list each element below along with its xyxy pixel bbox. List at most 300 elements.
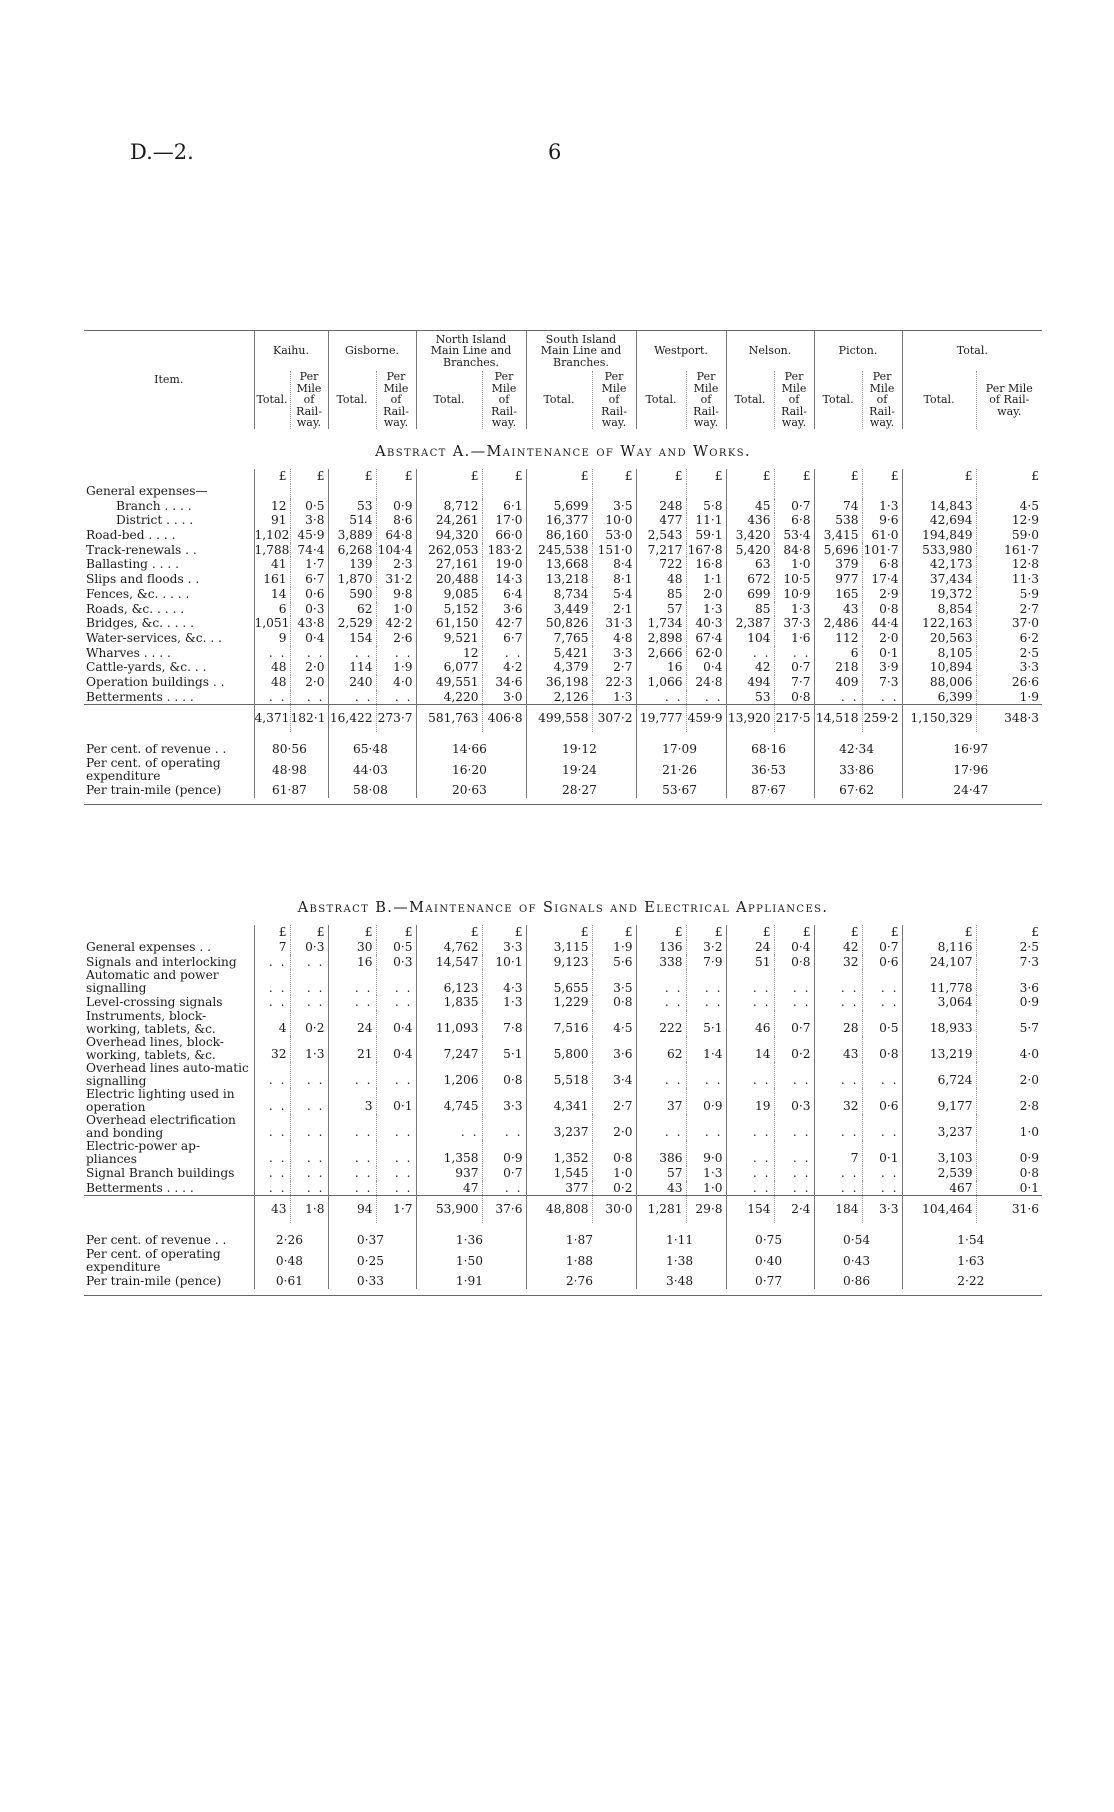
- row-value: . .: [814, 995, 862, 1010]
- row-value: 0·3: [376, 955, 416, 970]
- row-value: 3·3: [482, 940, 526, 955]
- stat-value: 2·26: [254, 1223, 328, 1248]
- currency-symbol: £: [416, 925, 482, 940]
- table-row: [84, 1181, 1042, 1196]
- row-value: 3·6: [592, 1036, 636, 1062]
- row-value: 0·5: [290, 499, 328, 514]
- row-value: 12·9: [976, 513, 1042, 528]
- row-value: 24: [726, 940, 774, 955]
- stat-value: 1·11: [636, 1223, 726, 1248]
- table-row: [84, 543, 1042, 558]
- row-label: Overhead electrification and bonding: [86, 1114, 236, 1141]
- row-value: . .: [774, 1062, 814, 1088]
- stat-value: 3·48: [636, 1274, 726, 1289]
- currency-symbol: £: [526, 925, 592, 940]
- row-value: 5,420: [726, 543, 774, 558]
- row-value: 7,765: [526, 631, 592, 646]
- stat-row: [84, 783, 1042, 798]
- row-value: 19·0: [482, 557, 526, 572]
- stat-value: 1·38: [636, 1248, 726, 1274]
- row-value: 8,116: [902, 940, 976, 955]
- stat-value: 1·54: [902, 1223, 1042, 1248]
- total-label-spacer: [84, 705, 254, 732]
- row-value: 1·3: [862, 499, 902, 514]
- row-value: 1·0: [774, 557, 814, 572]
- stat-row: [84, 1223, 1042, 1248]
- row-value: 10·1: [482, 955, 526, 970]
- row-value: 0·4: [290, 631, 328, 646]
- row-value: 2,539: [902, 1166, 976, 1181]
- total-value: 19,777: [636, 705, 686, 732]
- row-value: 45: [726, 499, 774, 514]
- row-value: 14,547: [416, 955, 482, 970]
- row-value: [290, 484, 328, 499]
- row-value: 4: [254, 1010, 290, 1036]
- row-label: Electric lighting used in operation: [86, 1088, 235, 1115]
- row-value: . .: [328, 646, 376, 661]
- row-value: 5,152: [416, 602, 482, 617]
- row-value: 37·0: [976, 616, 1042, 631]
- row-value: 3,103: [902, 1140, 976, 1166]
- row-value: 10,894: [902, 660, 976, 675]
- row-value: 37,434: [902, 572, 976, 587]
- row-value: 63: [726, 557, 774, 572]
- currency-symbol: £: [976, 469, 1042, 484]
- table-row: [84, 646, 1042, 661]
- row-value: . .: [290, 1140, 328, 1166]
- row-value: 0·6: [290, 587, 328, 602]
- row-value: 1,102: [254, 528, 290, 543]
- currency-symbol: £: [726, 925, 774, 940]
- table-row: [84, 995, 1042, 1010]
- row-value: 2·7: [592, 1088, 636, 1114]
- total-value: 184: [814, 1196, 862, 1223]
- row-value: 2,529: [328, 616, 376, 631]
- row-value: . .: [686, 690, 726, 705]
- stat-value: 0·25: [328, 1248, 416, 1274]
- stat-value: 1·87: [526, 1223, 636, 1248]
- row-value: 62: [328, 602, 376, 617]
- row-value: 1,358: [416, 1140, 482, 1166]
- row-value: 5·7: [976, 1010, 1042, 1036]
- row-value: [686, 484, 726, 499]
- row-value: 104: [726, 631, 774, 646]
- stat-value: 2·22: [902, 1274, 1042, 1289]
- row-label: Signals and interlocking: [86, 954, 237, 969]
- row-value: 31·3: [592, 616, 636, 631]
- stat-value: 48·98: [254, 757, 328, 783]
- stat-value: 19·12: [526, 732, 636, 757]
- row-value: . .: [376, 690, 416, 705]
- row-value: 2·3: [376, 557, 416, 572]
- currency-symbol: £: [774, 925, 814, 940]
- table-row: [84, 660, 1042, 675]
- row-value: 0·9: [976, 995, 1042, 1010]
- table-row: [84, 587, 1042, 602]
- row-value: 3·6: [482, 602, 526, 617]
- sub-header-per-mile: Per Mile of Rail-way.: [862, 371, 902, 429]
- row-value: . .: [290, 1181, 328, 1196]
- row-value: . .: [862, 1181, 902, 1196]
- currency-symbol: £: [862, 925, 902, 940]
- row-value: 6·8: [862, 557, 902, 572]
- row-value: 5,699: [526, 499, 592, 514]
- row-value: 0·8: [592, 1140, 636, 1166]
- row-label: Fences, &c. . . . .: [86, 586, 190, 601]
- stat-value: 0·37: [328, 1223, 416, 1248]
- row-value: 2·0: [862, 631, 902, 646]
- row-value: 248: [636, 499, 686, 514]
- row-value: 1,835: [416, 995, 482, 1010]
- row-value: 24: [328, 1010, 376, 1036]
- row-value: 88,006: [902, 675, 976, 690]
- table-row: [84, 675, 1042, 690]
- row-value: 20,488: [416, 572, 482, 587]
- table-row: [84, 940, 1042, 955]
- row-value: . .: [636, 1114, 686, 1140]
- total-value: 1,281: [636, 1196, 686, 1223]
- row-value: 2·7: [592, 660, 636, 675]
- row-value: 0·3: [774, 1088, 814, 1114]
- total-value: 182·1: [290, 705, 328, 732]
- stat-label: Per cent. of operating expenditure: [86, 1247, 221, 1274]
- table-row: [84, 602, 1042, 617]
- row-value: 16: [636, 660, 686, 675]
- table-row: [84, 1010, 1042, 1036]
- row-value: 14: [254, 587, 290, 602]
- row-value: 136: [636, 940, 686, 955]
- row-value: 34·6: [482, 675, 526, 690]
- row-value: 16,377: [526, 513, 592, 528]
- row-value: 2·0: [290, 660, 328, 675]
- row-value: 4,379: [526, 660, 592, 675]
- table-row: [84, 955, 1042, 970]
- row-value: . .: [862, 1114, 902, 1140]
- row-value: . .: [328, 1114, 376, 1140]
- sub-header-total: Total.: [636, 371, 686, 429]
- stat-row: [84, 1248, 1042, 1274]
- row-value: 0·3: [290, 602, 328, 617]
- row-value: . .: [774, 646, 814, 661]
- total-value: 581,763: [416, 705, 482, 732]
- row-value: 31·2: [376, 572, 416, 587]
- row-value: 377: [526, 1181, 592, 1196]
- row-value: 5,421: [526, 646, 592, 661]
- row-value: . .: [862, 690, 902, 705]
- row-value: . .: [774, 995, 814, 1010]
- row-value: 977: [814, 572, 862, 587]
- total-row: [84, 1196, 1042, 1223]
- row-label: Road-bed . . . .: [86, 528, 176, 543]
- row-value: 3,889: [328, 528, 376, 543]
- row-value: 42·7: [482, 616, 526, 631]
- row-value: 8,854: [902, 602, 976, 617]
- row-value: 0·1: [976, 1181, 1042, 1196]
- row-value: 6,077: [416, 660, 482, 675]
- row-value: 7·9: [686, 955, 726, 970]
- row-value: . .: [774, 1181, 814, 1196]
- row-value: 6·1: [482, 499, 526, 514]
- row-value: 6: [814, 646, 862, 661]
- row-value: 0·8: [482, 1062, 526, 1088]
- currency-symbol: £: [328, 925, 376, 940]
- row-value: 7: [814, 1140, 862, 1166]
- stat-value: 67·62: [814, 783, 902, 798]
- row-value: 1·3: [686, 1166, 726, 1181]
- currency-symbol: £: [526, 469, 592, 484]
- row-value: . .: [726, 969, 774, 995]
- row-value: 0·4: [774, 940, 814, 955]
- row-label: Betterments . . . .: [86, 1180, 194, 1195]
- row-value: 14·3: [482, 572, 526, 587]
- row-value: . .: [254, 1166, 290, 1181]
- row-value: 7,217: [636, 543, 686, 558]
- group-header: South Island Main Line and Branches.: [526, 331, 636, 372]
- row-value: 245,538: [526, 543, 592, 558]
- row-value: 32: [814, 1088, 862, 1114]
- stat-value: 21·26: [636, 757, 726, 783]
- stat-value: 33·86: [814, 757, 902, 783]
- row-value: 7,247: [416, 1036, 482, 1062]
- row-value: 0·7: [482, 1166, 526, 1181]
- row-value: 19: [726, 1088, 774, 1114]
- row-value: . .: [482, 1181, 526, 1196]
- row-value: 338: [636, 955, 686, 970]
- stat-value: 1·63: [902, 1248, 1042, 1274]
- row-value: . .: [290, 1062, 328, 1088]
- row-value: 30: [328, 940, 376, 955]
- row-value: 10·0: [592, 513, 636, 528]
- row-label: Level-crossing signals: [86, 995, 223, 1010]
- currency-symbol: £: [592, 925, 636, 940]
- stat-value: 0·33: [328, 1274, 416, 1289]
- row-value: 1,051: [254, 616, 290, 631]
- total-value: 30·0: [592, 1196, 636, 1223]
- stat-value: 0·54: [814, 1223, 902, 1248]
- row-value: 27,161: [416, 557, 482, 572]
- stat-value: 0·77: [726, 1274, 814, 1289]
- row-value: 11·3: [976, 572, 1042, 587]
- row-value: . .: [376, 995, 416, 1010]
- stat-value: 65·48: [328, 732, 416, 757]
- currency-symbol: £: [636, 469, 686, 484]
- row-value: 5·1: [686, 1010, 726, 1036]
- row-value: 0·9: [482, 1140, 526, 1166]
- stat-value: 20·63: [416, 783, 526, 798]
- table-row: [84, 1088, 1042, 1114]
- row-value: 4·5: [592, 1010, 636, 1036]
- row-value: 8,734: [526, 587, 592, 602]
- table-row: [84, 572, 1042, 587]
- row-value: 937: [416, 1166, 482, 1181]
- row-value: 66·0: [482, 528, 526, 543]
- total-value: 94: [328, 1196, 376, 1223]
- row-value: . .: [774, 1114, 814, 1140]
- row-value: 57: [636, 1166, 686, 1181]
- row-value: 2·1: [592, 602, 636, 617]
- row-value: 4·5: [976, 499, 1042, 514]
- stat-value: 0·43: [814, 1248, 902, 1274]
- stat-label: Per train-mile (pence): [86, 1273, 222, 1288]
- row-value: 12: [254, 499, 290, 514]
- row-value: 0·9: [376, 499, 416, 514]
- stat-value: 2·76: [526, 1274, 636, 1289]
- row-value: 24,107: [902, 955, 976, 970]
- row-value: 5·9: [976, 587, 1042, 602]
- row-value: 0·8: [774, 955, 814, 970]
- stat-value: 1·36: [416, 1223, 526, 1248]
- row-value: 122,163: [902, 616, 976, 631]
- row-value: 514: [328, 513, 376, 528]
- row-value: 1·0: [976, 1114, 1042, 1140]
- row-value: . .: [416, 1114, 482, 1140]
- section-end-cell: [84, 1289, 1042, 1296]
- row-value: . .: [726, 646, 774, 661]
- row-value: 6·7: [482, 631, 526, 646]
- sub-header-per-mile: Per Mile of Rail-way.: [686, 371, 726, 429]
- section-title: Abstract A.—Maintenance of Way and Works.: [375, 443, 751, 460]
- row-value: 3·9: [862, 660, 902, 675]
- row-value: 2·5: [976, 940, 1042, 955]
- table-row: [84, 1062, 1042, 1088]
- stat-value: 53·67: [636, 783, 726, 798]
- row-value: 43·8: [290, 616, 328, 631]
- row-value: 7·8: [482, 1010, 526, 1036]
- row-value: . .: [862, 1166, 902, 1181]
- row-value: 59·1: [686, 528, 726, 543]
- row-value: 1,870: [328, 572, 376, 587]
- row-value: [416, 484, 482, 499]
- row-value: 3,415: [814, 528, 862, 543]
- row-value: . .: [254, 690, 290, 705]
- row-value: 3·0: [482, 690, 526, 705]
- table-row: [84, 1166, 1042, 1181]
- stat-label: Per train-mile (pence): [86, 782, 222, 797]
- stat-value: 16·20: [416, 757, 526, 783]
- row-value: 4·0: [976, 1036, 1042, 1062]
- row-value: 161·7: [976, 543, 1042, 558]
- stat-label: Per cent. of revenue . .: [86, 1233, 227, 1248]
- row-value: . .: [328, 1140, 376, 1166]
- row-value: 1,545: [526, 1166, 592, 1181]
- row-label: District . . . .: [116, 513, 194, 528]
- row-value: 9·8: [376, 587, 416, 602]
- row-value: 51: [726, 955, 774, 970]
- row-value: 2·7: [976, 602, 1042, 617]
- currency-symbol: £: [862, 469, 902, 484]
- row-value: . .: [726, 1140, 774, 1166]
- row-value: 5,696: [814, 543, 862, 558]
- row-value: 0·1: [862, 1140, 902, 1166]
- row-value: 0·3: [290, 940, 328, 955]
- row-value: . .: [290, 1166, 328, 1181]
- total-value: 2·4: [774, 1196, 814, 1223]
- total-value: 3·3: [862, 1196, 902, 1223]
- row-value: [482, 484, 526, 499]
- row-value: 467: [902, 1181, 976, 1196]
- total-value: 14,518: [814, 705, 862, 732]
- row-value: 2,126: [526, 690, 592, 705]
- row-value: . .: [290, 995, 328, 1010]
- row-value: 9,521: [416, 631, 482, 646]
- row-value: [636, 484, 686, 499]
- row-value: 49,551: [416, 675, 482, 690]
- total-value: 4,371: [254, 705, 290, 732]
- row-value: 32: [254, 1036, 290, 1062]
- row-value: 3·3: [976, 660, 1042, 675]
- row-value: 4·3: [482, 969, 526, 995]
- row-value: 0·9: [976, 1140, 1042, 1166]
- row-value: 42: [726, 660, 774, 675]
- section-gap: [84, 804, 1042, 885]
- row-value: 3·5: [592, 969, 636, 995]
- row-value: 28: [814, 1010, 862, 1036]
- row-value: [726, 484, 774, 499]
- total-value: 48,808: [526, 1196, 592, 1223]
- currency-symbol: £: [814, 469, 862, 484]
- total-value: 104,464: [902, 1196, 976, 1223]
- row-value: 8·1: [592, 572, 636, 587]
- row-value: 1·9: [592, 940, 636, 955]
- row-value: 85: [636, 587, 686, 602]
- group-header: Total.: [902, 331, 1042, 372]
- row-value: 7·3: [862, 675, 902, 690]
- section-title: Abstract B.—Maintenance of Signals and Electrical Appliances.: [297, 899, 829, 916]
- row-value: 42·2: [376, 616, 416, 631]
- gap-cell: [84, 804, 1042, 885]
- table-row: [84, 499, 1042, 514]
- row-value: 53·0: [592, 528, 636, 543]
- row-value: . .: [774, 1140, 814, 1166]
- currency-symbol: £: [686, 469, 726, 484]
- row-label: Instruments, block-working, tablets, &c.: [86, 1010, 216, 1037]
- row-value: 53·4: [774, 528, 814, 543]
- row-value: 24,261: [416, 513, 482, 528]
- row-value: 48: [636, 572, 686, 587]
- row-value: . .: [726, 995, 774, 1010]
- row-value: 17·4: [862, 572, 902, 587]
- row-value: . .: [814, 1062, 862, 1088]
- row-value: 2·6: [376, 631, 416, 646]
- row-value: . .: [482, 1114, 526, 1140]
- row-label: Cattle-yards, &c. . .: [86, 660, 207, 675]
- item-column-header: Item.: [84, 331, 254, 429]
- row-value: 43: [814, 1036, 862, 1062]
- row-value: [976, 484, 1042, 499]
- sub-header-per-mile: Per Mile of Rail-way.: [774, 371, 814, 429]
- row-value: 240: [328, 675, 376, 690]
- stat-value: 42·34: [814, 732, 902, 757]
- row-value: 20,563: [902, 631, 976, 646]
- total-value: 53,900: [416, 1196, 482, 1223]
- row-value: 46: [726, 1010, 774, 1036]
- row-value: 1·1: [686, 572, 726, 587]
- total-value: 16,422: [328, 705, 376, 732]
- row-value: 41: [254, 557, 290, 572]
- row-value: 2,387: [726, 616, 774, 631]
- row-value: . .: [328, 1181, 376, 1196]
- row-value: 36,198: [526, 675, 592, 690]
- currency-symbol: £: [726, 469, 774, 484]
- row-value: . .: [328, 690, 376, 705]
- total-label-spacer: [84, 1196, 254, 1223]
- total-value: 273·7: [376, 705, 416, 732]
- table-row: [84, 484, 1042, 499]
- row-value: . .: [254, 955, 290, 970]
- row-value: . .: [726, 1166, 774, 1181]
- group-header: Picton.: [814, 331, 902, 372]
- group-header: Gisborne.: [328, 331, 416, 372]
